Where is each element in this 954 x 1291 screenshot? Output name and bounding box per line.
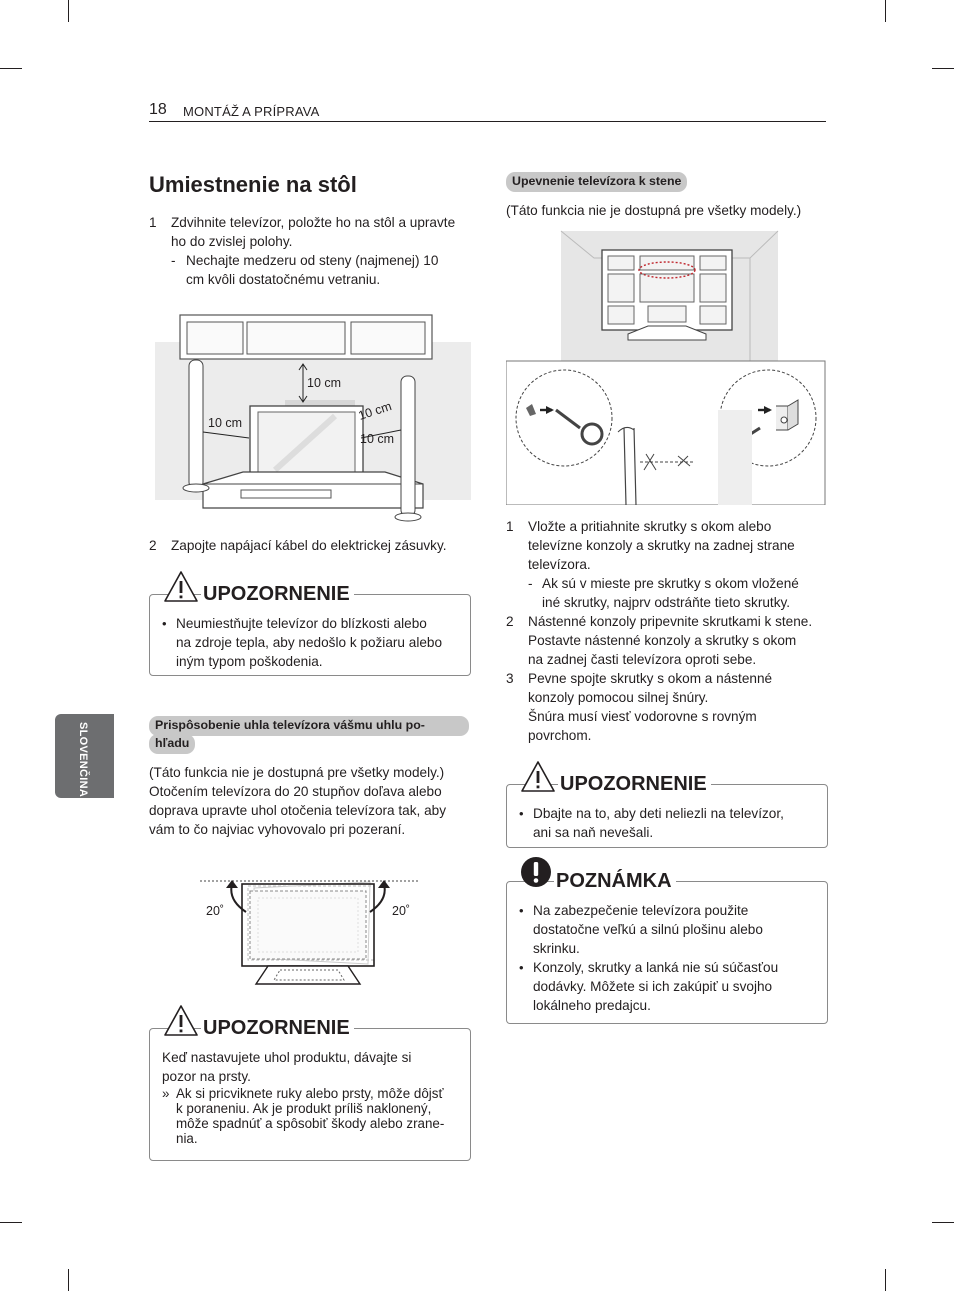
step-1 xyxy=(506,517,836,612)
paragraph-line: doprava upravte uhol otočenia televízora tak, aby xyxy=(149,803,446,818)
caution-text xyxy=(162,1048,467,1146)
crop-mark xyxy=(68,1269,69,1291)
caution-line: na zdroje tepla, aby nedošlo k požiaru alebo xyxy=(176,635,443,650)
wall-mount-illustration xyxy=(506,230,826,505)
step-3 xyxy=(506,669,836,745)
swivel-paragraph xyxy=(149,763,479,839)
step-text-line: ho do zvislej polohy. xyxy=(171,234,293,249)
step-text-line: televízora. xyxy=(528,557,591,572)
step-number: 1 xyxy=(149,215,157,230)
caution-line: Neumiestňujte televízor do blízkosti alebo xyxy=(176,616,427,631)
caution-line: Keď nastavujete uhol produktu, dávajte si xyxy=(162,1050,412,1065)
clearance-label-top: 10 cm xyxy=(307,376,342,390)
header-rule xyxy=(149,121,826,122)
paragraph-line: (Táto funkcia nie je dostupná pre všetky modely.) xyxy=(149,765,445,780)
angle-label-left: 20˚ xyxy=(206,904,225,918)
clearance-label-right: 10 cm xyxy=(360,432,395,446)
caution-title: UPOZORNENIE xyxy=(201,583,354,605)
page-number: 18 xyxy=(149,101,167,118)
step-text-line: Zdvihnite televízor, položte ho na stôl a upravte xyxy=(171,215,456,230)
note-line: dostatočne veľkú a silnú plošinu alebo xyxy=(533,922,763,937)
step-text-line: Pevne spojte skrutky s okom a nástenné xyxy=(528,671,773,686)
caution-text xyxy=(519,804,819,842)
paragraph-line: Otočením televízora do 20 stupňov doľava alebo xyxy=(149,784,442,799)
step-number: 2 xyxy=(506,614,514,629)
caution-line: Ak si pricviknete ruky alebo prsty, môže dôjsť xyxy=(176,1086,444,1101)
exclamation-circle-icon xyxy=(520,856,552,888)
swivel-heading-line1: Prispôsobenie uhla televízora vášmu uhlu po- xyxy=(149,716,469,736)
bullet: • xyxy=(519,806,524,821)
language-tab-label: SLOVENČINA xyxy=(77,722,89,798)
note-bullet xyxy=(519,901,819,958)
crop-mark xyxy=(885,1269,886,1291)
angle-label-right: 20˚ xyxy=(392,904,411,918)
crop-mark xyxy=(885,0,886,22)
sub-text-line: iné skrutky, najprv odstráňte tieto skrutky. xyxy=(542,595,791,610)
step-1 xyxy=(149,213,479,289)
step-text-line: televízne konzoly a skrutky na zadnej strane xyxy=(528,538,795,553)
clearance-illustration xyxy=(155,312,471,524)
bullet: • xyxy=(519,960,524,975)
note-line: dodávky. Môžete si ich zakúpiť u svojho xyxy=(533,979,773,994)
note-line: Konzoly, skrutky a lanká nie sú súčasťou xyxy=(533,960,779,975)
step-text: Zapojte napájací kábel do elektrickej zásuvky. xyxy=(171,538,447,553)
crop-mark xyxy=(932,68,954,69)
note-line: lokálneho predajcu. xyxy=(533,998,651,1013)
note-line: skrinku. xyxy=(533,941,580,956)
sub-dash: - xyxy=(171,253,176,268)
step-text-line: na zadnej časti televízora oproti sebe. xyxy=(528,652,757,667)
swivel-illustration xyxy=(198,868,423,990)
sub-dash: - xyxy=(528,576,533,591)
caution-line: pozor na prsty. xyxy=(162,1069,251,1084)
bullet: • xyxy=(162,616,167,631)
step-number: 2 xyxy=(149,538,157,553)
crop-mark xyxy=(68,0,69,22)
step-2 xyxy=(506,612,836,669)
caution-line: ani sa naň nevešali. xyxy=(533,825,654,840)
clearance-label-right-top: 10 cm xyxy=(356,399,394,423)
step-text-line: Vložte a pritiahnite skrutky s okom alebo xyxy=(528,519,772,534)
step-number: 1 xyxy=(506,519,514,534)
warning-triangle-icon xyxy=(520,760,556,793)
bullet: • xyxy=(519,903,524,918)
bullet: » xyxy=(162,1086,170,1101)
step-text-line: Šnúra musí viesť vodorovne s rovným xyxy=(528,709,757,724)
wall-mount-note: (Táto funkcia nie je dostupná pre všetky modely.) xyxy=(506,203,802,218)
crop-mark xyxy=(0,1222,22,1223)
warning-triangle-icon xyxy=(163,570,199,603)
swivel-heading-line2: hľadu xyxy=(149,734,195,754)
wall-mount-steps xyxy=(506,517,836,745)
step-text-line: povrchom. xyxy=(528,728,592,743)
step-2 xyxy=(149,536,479,555)
warning-triangle-icon xyxy=(163,1004,199,1037)
note-text xyxy=(519,901,819,1015)
sub-text-line: cm kvôli dostatočnému vetraniu. xyxy=(186,272,381,287)
caution-title: UPOZORNENIE xyxy=(558,773,711,795)
step-text-line: Nástenné konzoly pripevnite skrutkami k stene. xyxy=(528,614,813,629)
caution-line: Dbajte na to, aby deti neliezli na televízor, xyxy=(533,806,784,821)
caution-text xyxy=(162,614,462,671)
caution-line: iným typom poškodenia. xyxy=(176,654,323,669)
clearance-label-left: 10 cm xyxy=(208,416,243,430)
step-number: 3 xyxy=(506,671,514,686)
caution-line: k poraneniu. Ak je produkt príliš naklonený, xyxy=(176,1101,432,1116)
page-heading: Umiestnenie na stôl xyxy=(149,172,357,197)
caution-subbullet xyxy=(162,1086,467,1146)
step-text-line: konzoly pomocou silnej šnúry. xyxy=(528,690,709,705)
step-text-line: Postavte nástenné konzoly a skrutky s okom xyxy=(528,633,797,648)
crop-mark xyxy=(932,1222,954,1223)
paragraph-line: vám to čo najviac vyhovovalo pri pozeraní. xyxy=(149,822,406,837)
note-bullet xyxy=(519,958,819,1015)
caution-line: môže spadnúť a spôsobiť škody alebo zrane- xyxy=(176,1116,445,1131)
crop-mark xyxy=(0,68,22,69)
caution-title: UPOZORNENIE xyxy=(201,1017,354,1039)
sub-text-line: Nechajte medzeru od steny (najmenej) 10 xyxy=(186,253,439,268)
note-line: Na zabezpečenie televízora použite xyxy=(533,903,749,918)
wall-mount-heading: Upevnenie televízora k stene xyxy=(506,172,687,192)
caution-line: nia. xyxy=(176,1131,198,1146)
sub-text-line: Ak sú v mieste pre skrutky s okom vložené xyxy=(542,576,799,591)
language-tab xyxy=(55,714,114,798)
note-title: POZNÁMKA xyxy=(554,870,676,892)
section-title: MONTÁŽ A PRÍPRAVA xyxy=(183,104,320,119)
